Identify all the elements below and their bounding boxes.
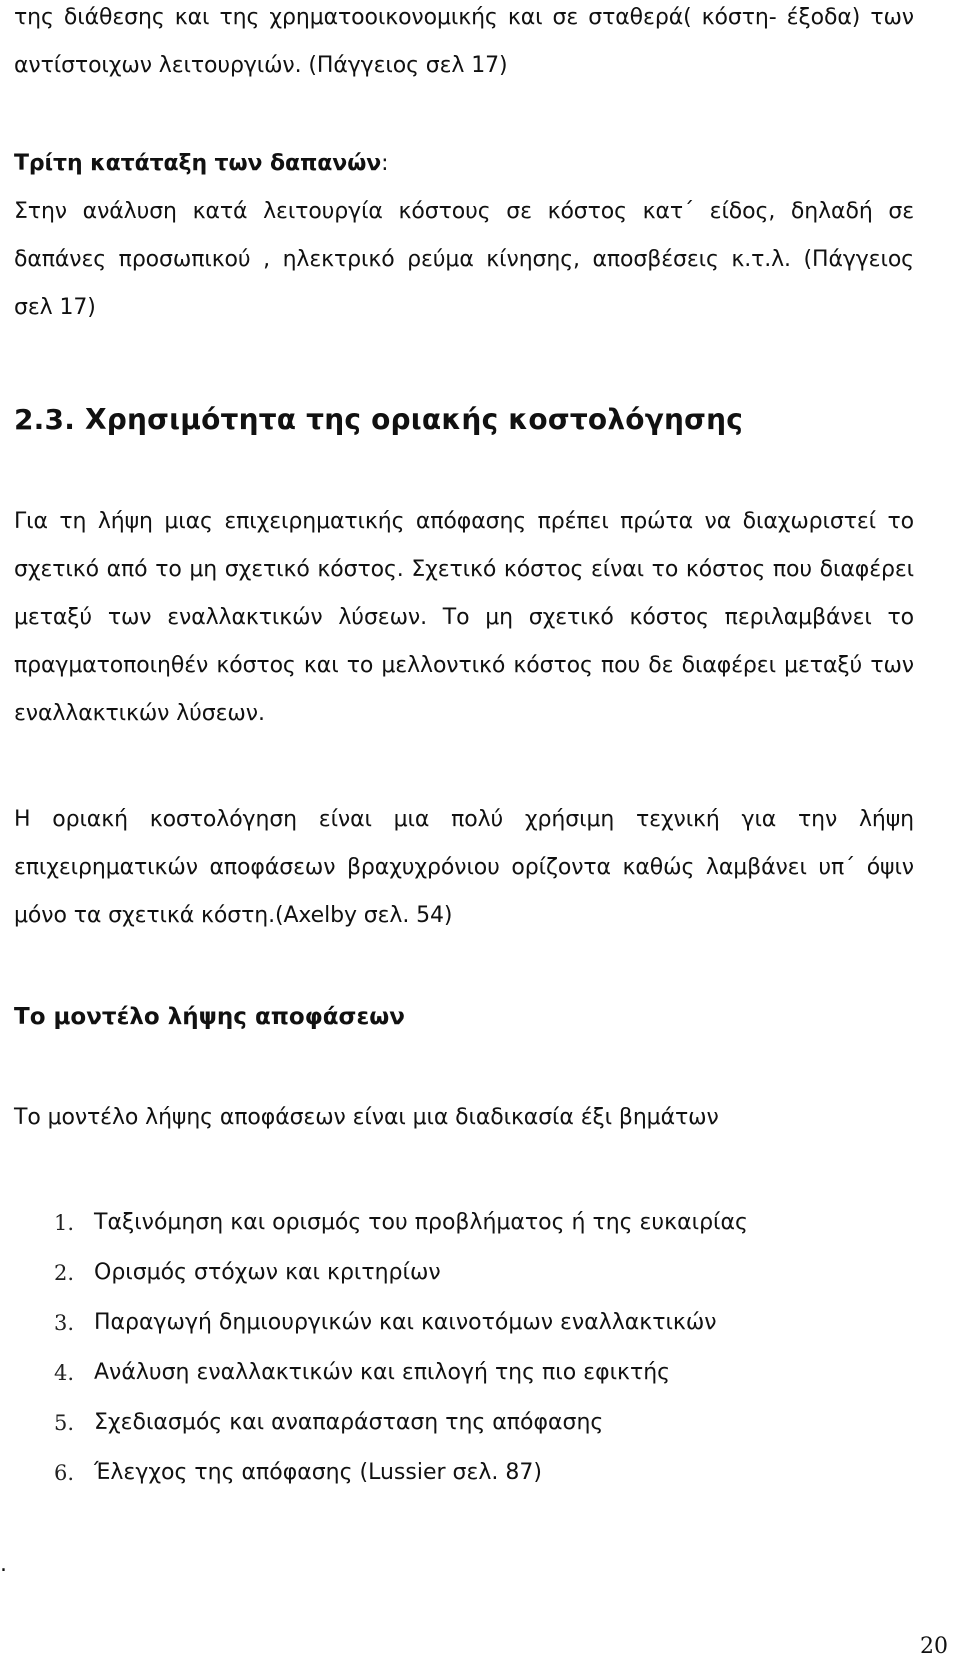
third-classification-title: Τρίτη κατάταξη των δαπανών: [14, 151, 382, 176]
list-item-text: Έλεγχος της απόφασης (Lussier σελ. 87): [94, 1460, 542, 1485]
list-item-number: 4.: [54, 1361, 75, 1385]
list-item-number: 5.: [54, 1411, 75, 1435]
third-classification-paragraph: [14, 140, 914, 332]
list-item-text: Ανάλυση εναλλακτικών και επιλογή της πιο εφικτής: [94, 1360, 671, 1385]
stray-mark: .: [0, 1552, 7, 1577]
list-item-number: 2.: [54, 1261, 75, 1285]
model-intro: Το μοντέλο λήψης αποφάσεων είναι μια διαδικασία έξι βημάτων: [14, 1105, 719, 1130]
model-heading: Το μοντέλο λήψης αποφάσεων: [14, 1004, 405, 1030]
page-number: 20: [920, 1634, 948, 1659]
third-classification-colon: :: [381, 151, 389, 176]
marginal-costing-paragraph: Η οριακή κοστολόγηση είναι μια πολύ χρήσιμη τεχνική για την λήψη επιχειρηματικών αποφάσεων βραχυχρόνιου ορίζοντα καθώς λαμβάνει υπ΄ όψιν μόνο τα σχετικά κόστη.(Axelby σελ. 54): [14, 807, 914, 928]
list-item-text: Ταξινόμηση και ορισμός του προβλήματος ή της ευκαιρίας: [94, 1210, 748, 1235]
list-item-number: 3.: [54, 1311, 75, 1335]
third-classification-text: Στην ανάλυση κατά λειτουργία κόστους σε κόστος κατ΄ είδος, δηλαδή σε δαπάνες προσωπικού , ηλεκτρικό ρεύμα κίνησης, αποσβέσεις κ.τ.λ. (Πάγγειος σελ 17): [14, 199, 914, 320]
relevant-cost-paragraph: Για τη λήψη μιας επιχειρηματικής απόφασης πρέπει πρώτα να διαχωριστεί το σχετικό από το μη σχετικό κόστος. Σχετικό κόστος είναι το κόστος που διαφέρει μεταξύ των εναλλακτικών λύσεων. Το μη σχετικό κόστος περιλαμβάνει το πραγματοποιηθέν κόστος και το μελλοντικό κόστος που δε διαφέρει μεταξύ των εναλλακτικών λύσεων.: [14, 509, 914, 726]
section-heading: 2.3. Χρησιμότητα της οριακής κοστολόγησης: [14, 403, 744, 436]
list-item-text: Ορισμός στόχων και κριτηρίων: [94, 1260, 441, 1285]
list-item-text: Παραγωγή δημιουργικών και καινοτόμων εναλλακτικών: [94, 1310, 717, 1335]
list-item-number: 6.: [54, 1461, 75, 1485]
list-item-text: Σχεδιασμός και αναπαράσταση της απόφασης: [94, 1410, 604, 1435]
intro-paragraph: της διάθεσης και της χρηματοοικονομικής και σε σταθερά( κόστη- έξοδα) των αντίστοιχων λειτουργιών. (Πάγγειος σελ 17): [14, 5, 914, 78]
list-item-number: 1.: [54, 1211, 75, 1235]
